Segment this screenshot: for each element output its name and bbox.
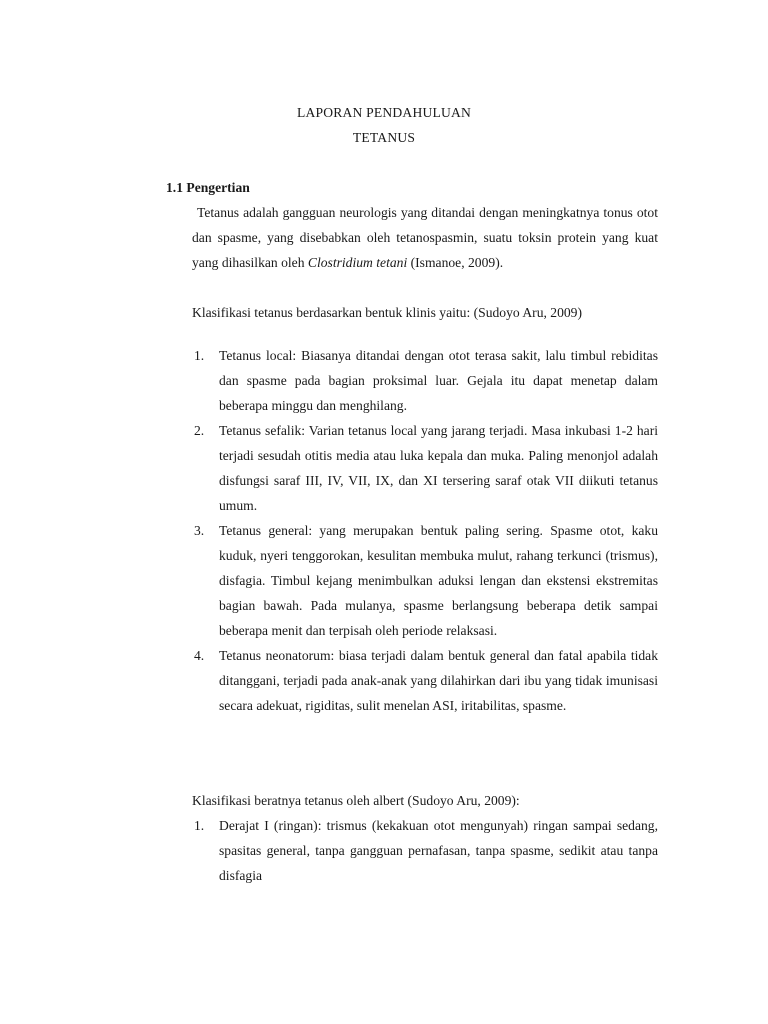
klasifikasi-klinis-intro: Klasifikasi tetanus berdasarkan bentuk klinis yaitu: (Sudoyo Aru, 2009) <box>192 305 582 320</box>
list-item-text: Tetanus sefalik: Varian tetanus local yang jarang terjadi. Masa inkubasi 1-2 hari terjadi sesudah otitis media atau luka kepala dan muka. Paling menonjol adalah disfungsi saraf III, IV, VII, IX, dan XI tersering saraf otak VII diikuti tetanus umum. <box>219 423 658 513</box>
berat-list <box>192 813 658 888</box>
list-item-number: 4. <box>194 648 205 663</box>
list-item <box>192 418 658 518</box>
list-item-number: 1. <box>194 818 205 833</box>
list-item-number: 1. <box>194 348 205 363</box>
intro-text-b: (Ismanoe, 2009). <box>407 255 504 270</box>
document-title <box>0 100 768 150</box>
intro-italic-term: Clostridium tetani <box>307 255 408 270</box>
title-line-2: TETANUS <box>352 130 416 145</box>
section-heading: 1.1 Pengertian <box>166 180 250 195</box>
title-line-1: LAPORAN PENDAHULUAN <box>296 105 472 120</box>
list-item-text: Tetanus local: Biasanya ditandai dengan otot terasa sakit, lalu timbul rebiditas dan spasme pada bagian proksimal luar. Gejala itu dapat menetap dalam beberapa minggu dan menghilang. <box>219 348 658 413</box>
list-item-text: Derajat I (ringan): trismus (kekakuan otot mengunyah) ringan sampai sedang, spasitas general, tanpa gangguan pernafasan, tanpa spasme, sedikit atau tanpa disfagia <box>219 818 658 883</box>
intro-paragraph <box>192 200 658 275</box>
klasifikasi-berat-intro: Klasifikasi beratnya tetanus oleh albert (Sudoyo Aru, 2009): <box>192 793 520 808</box>
list-item-text: Tetanus general: yang merupakan bentuk paling sering. Spasme otot, kaku kuduk, nyeri tenggorokan, kesulitan membuka mulut, rahang terkunci (trismus), disfagia. Timbul kejang menimbulkan aduksi lengan dan ekstensi ekstremitas bagian bawah. Pada mulanya, spasme berlangsung beberapa detik sampai beberapa menit dan terpisah oleh periode relaksasi. <box>219 523 658 638</box>
list-item-number: 2. <box>194 423 205 438</box>
list-item <box>192 643 658 718</box>
list-item-text: Tetanus neonatorum: biasa terjadi dalam bentuk general dan fatal apabila tidak ditanggani, terjadi pada anak-anak yang dilahirkan dari ibu yang tidak imunisasi secara adekuat, rigiditas, sulit menelan ASI, iritabilitas, spasme. <box>219 648 658 713</box>
list-item-number: 3. <box>194 523 205 538</box>
klinis-list <box>192 343 658 718</box>
intro-text-a: Tetanus adalah gangguan neurologis yang ditandai dengan meningkatnya tonus otot dan spasme, yang disebabkan oleh tetanospasmin, suatu toksin protein yang kuat yang dihasilkan oleh <box>192 205 658 270</box>
list-item <box>192 343 658 418</box>
list-item <box>192 518 658 643</box>
list-item <box>192 813 658 888</box>
